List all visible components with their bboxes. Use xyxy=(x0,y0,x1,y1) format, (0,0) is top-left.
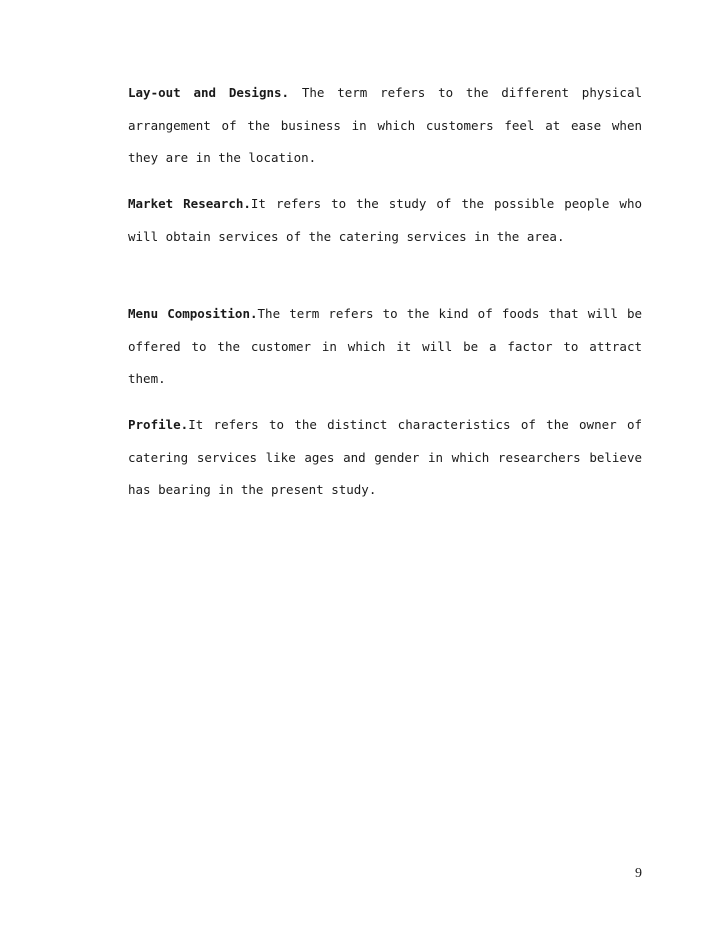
definition-term: Profile. xyxy=(128,417,189,432)
definition-term: Lay-out and Designs. xyxy=(128,85,290,100)
definition-entry-menu-composition xyxy=(128,298,642,396)
definition-text: The term refers to the kind of foods that will be offered to the customer in which it will be a factor to attract them. xyxy=(128,306,642,386)
definition-term: Market Research. xyxy=(128,196,251,211)
definition-entry-profile xyxy=(128,409,642,507)
definition-text: It refers to the distinct characteristics of the owner of catering services like ages and gender in which researchers believe has bearing in the present study. xyxy=(128,417,642,497)
definition-text: It refers to the study of the possible people who will obtain services of the catering services in the area. xyxy=(128,196,642,244)
definition-term: Menu Composition. xyxy=(128,306,258,321)
definition-text: The term refers to the different physical arrangement of the business in which customers feel at ease when they are in the location. xyxy=(128,85,643,165)
definition-entry-layout-and-designs xyxy=(128,77,642,175)
definition-entry-market-research xyxy=(128,188,642,253)
page-number: 9 xyxy=(635,866,642,881)
